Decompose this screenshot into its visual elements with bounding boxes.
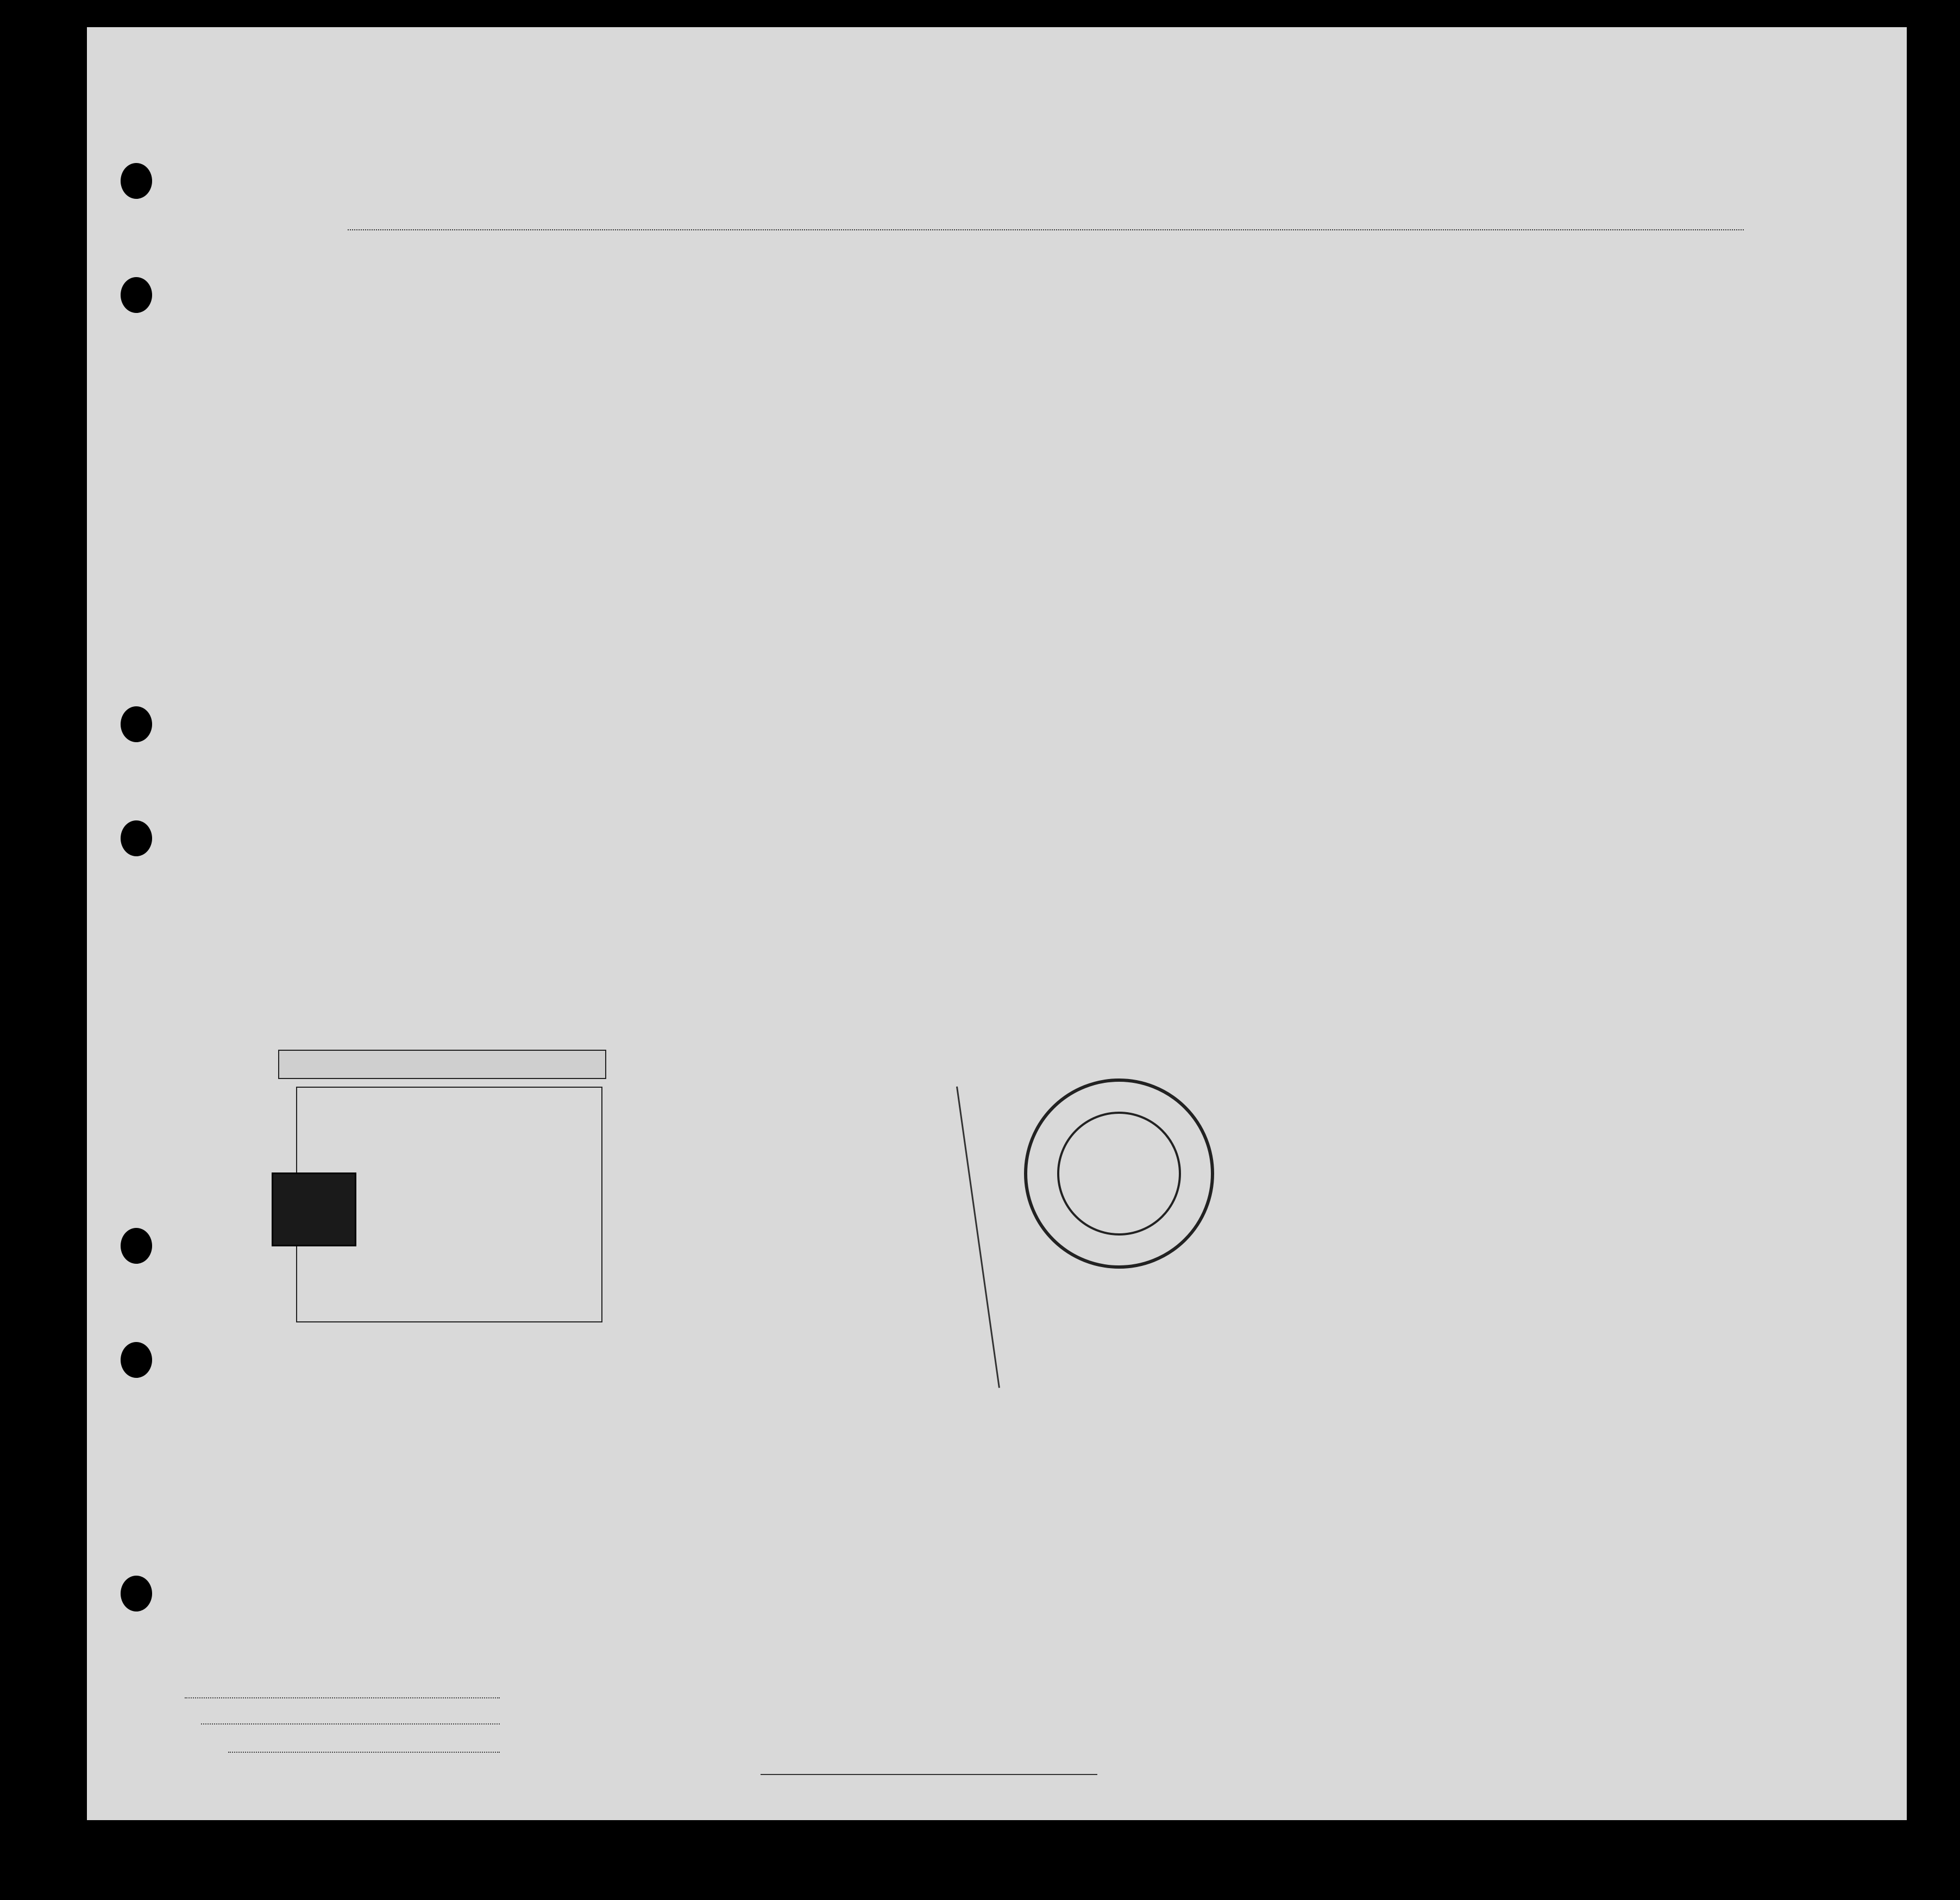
owners-rule [201, 1723, 500, 1725]
inspector-rule [761, 1774, 1097, 1775]
closed-stamp [278, 1050, 606, 1079]
admitted-stamp [1021, 1076, 1217, 1271]
fee-stamp [272, 1172, 356, 1246]
agents-rule [228, 1752, 500, 1753]
line-rule [185, 1697, 500, 1698]
